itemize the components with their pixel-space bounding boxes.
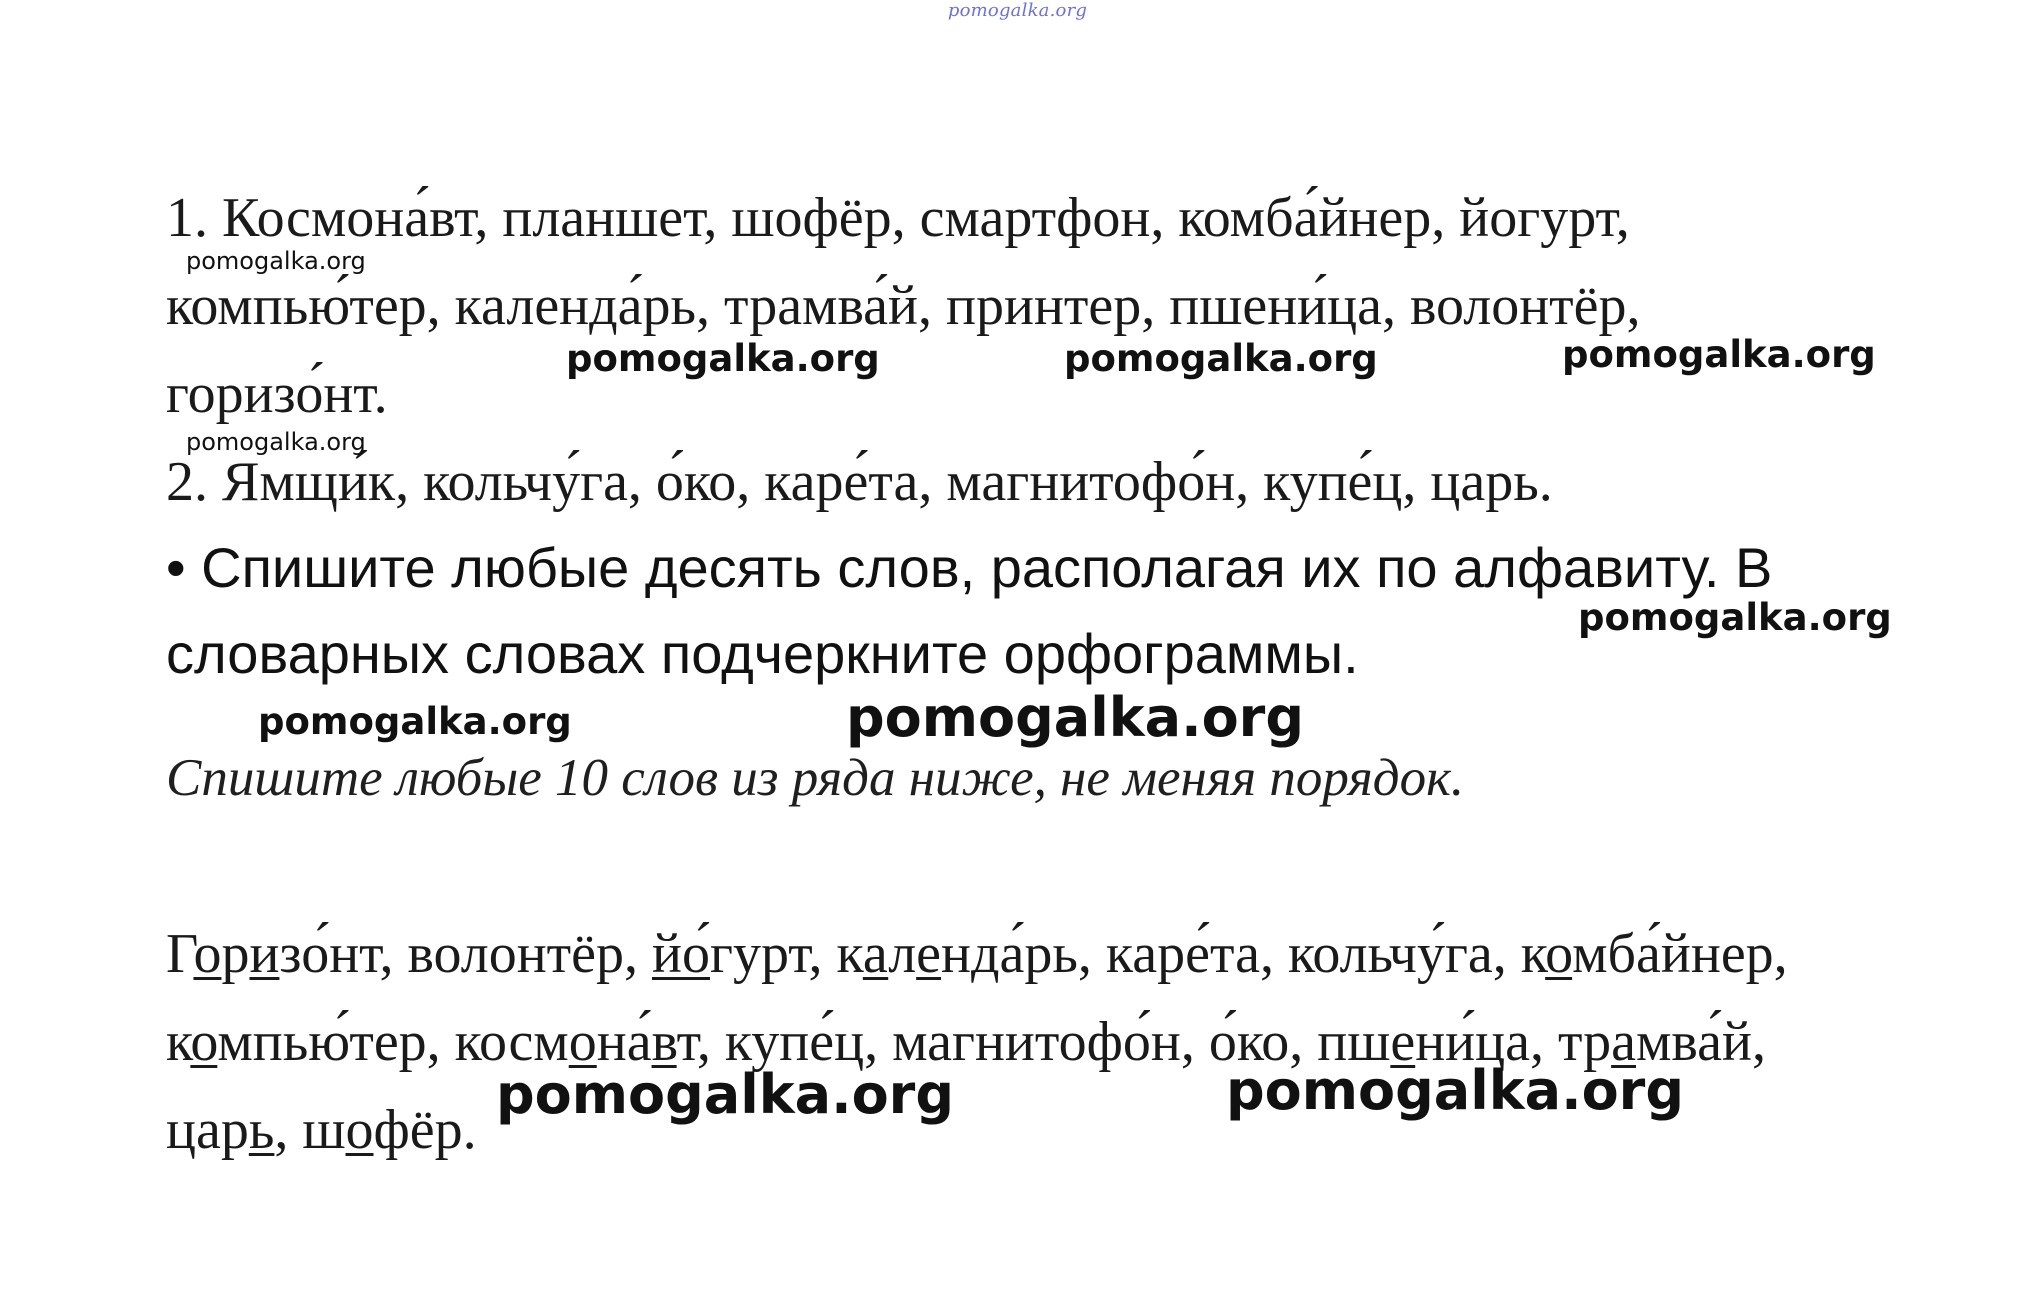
instruction-line-1: • Спишите любые десять слов, располагая их по алфавиту. В [166,536,1773,599]
task-line-2: компью́тер, календа́рь, трамва́й, принтер, пшени́ца, волонтёр, [166,275,1641,337]
watermark: pomogalka.org [1578,596,1892,639]
spelling-underline: е [916,923,942,985]
answer-text: т, купе́ц, магнитофо́н, о́ко, пш [676,1011,1391,1073]
task-line-3: горизо́нт. [166,363,388,425]
spelling-underline: о [345,1099,374,1161]
task-line-1: 1. Космона́вт, планшет, шофёр, смартфон, комба́йнер, йогурт, [166,187,1630,249]
spelling-underline: ь [248,1099,275,1161]
answer-text: цар [166,1099,249,1161]
answer-text: фёр. [373,1099,477,1161]
watermark: pomogalka.org [1064,337,1378,380]
spelling-underline: а [1611,1011,1636,1073]
spelling-underline: й [652,923,682,985]
answer-text: ни́ца, тр [1415,1011,1612,1073]
spelling-underline: и [249,923,280,985]
spelling-underline: о [1545,923,1573,985]
hint-line: Спишите любые 10 слов из ряда ниже, не меняя порядок. [166,749,1465,807]
answer-text: мва́й, [1635,1011,1766,1073]
spelling-underline: о [190,1011,218,1073]
answer-text: л [888,923,917,985]
spelling-underline: о́ [681,923,710,985]
answer-text: мпью́тер, косм [217,1011,569,1073]
watermark: pomogalka.org [1562,333,1876,376]
answer-text: мба́йнер, [1572,923,1788,985]
answer-text: р [221,923,250,985]
instruction-line-2: словарных словах подчеркните орфограммы. [166,622,1359,685]
spelling-underline: о [568,1011,597,1073]
watermark: pomogalka.org [566,337,880,380]
answer-text: зо́нт, волонтёр, [279,923,653,985]
answer-text: нда́рь, каре́та, кольчу́га, к [941,923,1546,985]
spelling-underline: е [1390,1011,1416,1073]
watermark: pomogalka.org [186,428,366,456]
answer-line-3 [166,1098,477,1162]
answer-text: гурт, к [709,923,863,985]
watermark: pomogalka.org [258,700,572,743]
spelling-underline: а [862,923,889,985]
answer-text: на́ [596,1011,652,1073]
watermark: pomogalka.org [186,247,366,275]
spelling-underline: о [193,923,222,985]
answer-line-1 [166,922,1788,986]
task-line-4: 2. Ямщи́к, кольчу́га, о́ко, каре́та, магнитофо́н, купе́ц, царь. [166,451,1553,513]
watermark: pomogalka.org [846,686,1304,749]
watermark: pomogalka.org [496,1063,954,1126]
watermark: pomogalka.org [1226,1059,1684,1122]
spelling-underline: в [651,1011,677,1073]
site-watermark-top: pomogalka.org [947,0,1088,21]
answer-text: к [166,1011,191,1073]
answer-text: , ш [274,1099,346,1161]
answer-text: Г [166,923,194,985]
